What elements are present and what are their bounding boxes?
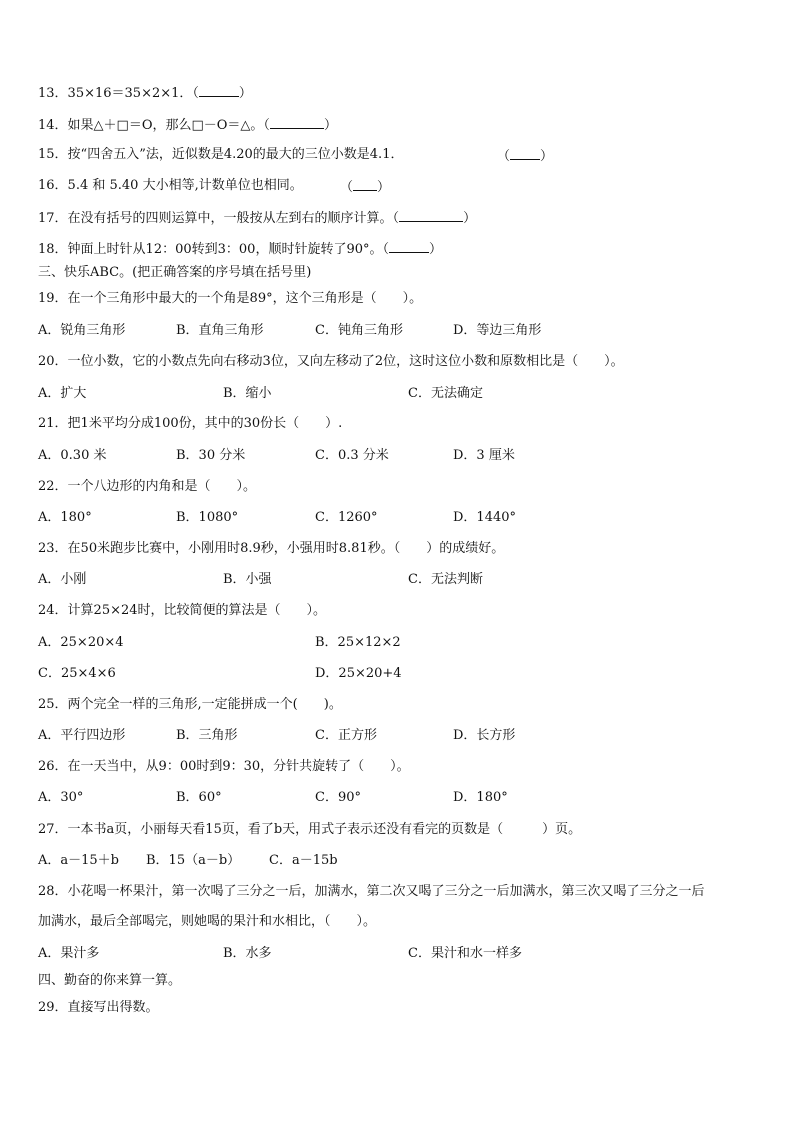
question-text: 35×16＝35×2×1．（	[67, 86, 199, 101]
answer-blank[interactable]	[389, 240, 429, 253]
question-number: 26．	[38, 759, 68, 774]
question-number: 16．	[38, 178, 68, 193]
question-stem: 两个完全一样的三角形,一定能拼成一个( )。	[67, 697, 342, 712]
question-number: 22．	[38, 479, 68, 494]
question-27	[38, 822, 581, 838]
question-number: 24．	[38, 603, 68, 618]
close-paren: ）	[429, 242, 443, 257]
option-b[interactable]: B．直角三角形	[176, 323, 264, 338]
question-16-answer	[340, 178, 390, 196]
question-15	[38, 147, 403, 163]
question-text: 在没有括号的四则运算中，一般按从左到右的顺序计算。（	[67, 211, 400, 226]
question-28	[38, 884, 705, 900]
question-number: 28．	[38, 884, 68, 899]
question-29	[38, 1000, 159, 1016]
question-13	[38, 84, 252, 102]
option-a[interactable]: A．0.30 米	[38, 448, 107, 463]
close-paren: ）	[377, 180, 391, 195]
option-c[interactable]: C．无法判断	[408, 572, 483, 587]
option-b[interactable]: B．缩小	[223, 386, 272, 401]
option-d[interactable]: D．180°	[453, 790, 508, 805]
question-stem: 在50米跑步比赛中，小刚用时8.9秒，小强用时8.81秒。（ ）的成绩好。	[67, 541, 505, 556]
option-c[interactable]: C．25×4×6	[38, 666, 116, 681]
question-number: 14．	[38, 118, 68, 133]
answer-blank[interactable]	[270, 116, 324, 129]
question-24	[38, 603, 326, 619]
question-number: 20．	[38, 354, 68, 369]
question-number: 29．	[38, 1000, 68, 1015]
question-text: 如果△＋□＝O，那么□－O＝△。（	[67, 118, 270, 133]
question-23	[38, 541, 504, 557]
question-number: 23．	[38, 541, 68, 556]
question-stem: 小花喝一杯果汁，第一次喝了三分之一后，加满水，第二次又喝了三分之一后加满水，第三次又喝了三分之一后	[67, 884, 705, 899]
question-text: 直接写出得数。	[67, 1000, 159, 1015]
option-b[interactable]: B．三角形	[176, 728, 238, 743]
option-a[interactable]: A．果汁多	[38, 946, 100, 961]
option-a[interactable]: A．a－15＋b	[38, 853, 120, 868]
question-25	[38, 697, 342, 713]
section-4-heading: 四、勤奋的你来算一算。	[38, 973, 182, 988]
option-d[interactable]: D．25×20+4	[315, 666, 402, 681]
question-22	[38, 479, 256, 495]
close-paren: ）	[323, 118, 337, 133]
question-26	[38, 759, 410, 775]
option-c[interactable]: C．无法确定	[408, 386, 483, 401]
question-20	[38, 354, 624, 370]
option-a[interactable]: A．锐角三角形	[38, 323, 126, 338]
option-c[interactable]: C．a－15b	[269, 853, 338, 868]
question-number: 18．	[38, 242, 68, 257]
question-number: 15．	[38, 147, 68, 162]
question-stem: 一本书a页，小丽每天看15页，看了b天，用式子表示还没有看完的页数是（ ）页。	[67, 822, 582, 837]
option-a[interactable]: A．180°	[38, 510, 92, 525]
question-14	[38, 116, 337, 134]
option-a[interactable]: A．扩大	[38, 386, 87, 401]
question-stem: 一位小数，它的小数点先向右移动3位，又向左移动了2位，这时这位小数和原数相比是（ ）。	[67, 354, 624, 369]
close-paren: ）	[540, 149, 554, 164]
question-stem: 把1米平均分成100份，其中的30份长（ ）.	[67, 416, 343, 431]
question-17	[38, 209, 476, 227]
question-text: 5.4 和 5.40 大小相等,计数单位也相同。	[67, 178, 303, 193]
option-c[interactable]: C．0.3 分米	[315, 448, 389, 463]
option-d[interactable]: D．长方形	[453, 728, 516, 743]
question-28-continued: 加满水，最后全部喝完，则她喝的果汁和水相比，（ ）。	[38, 914, 377, 929]
question-number: 27．	[38, 822, 68, 837]
answer-blank[interactable]	[199, 84, 239, 97]
question-stem: 在一天当中，从9：00时到9：30，分针共旋转了（ ）。	[67, 759, 410, 774]
question-stem: 一个八边形的内角和是（ ）。	[67, 479, 257, 494]
question-number: 25．	[38, 697, 68, 712]
question-21	[38, 416, 342, 432]
open-paren: （	[497, 149, 511, 164]
option-b[interactable]: B．1080°	[176, 510, 239, 525]
option-c[interactable]: C．正方形	[315, 728, 377, 743]
question-15-answer	[497, 147, 553, 165]
question-number: 19．	[38, 291, 68, 306]
option-a[interactable]: A．25×20×4	[38, 635, 124, 650]
option-b[interactable]: B．小强	[223, 572, 272, 587]
open-paren: （	[340, 180, 354, 195]
answer-blank[interactable]	[353, 178, 377, 191]
answer-blank[interactable]	[510, 147, 540, 160]
close-paren: ）	[238, 86, 252, 101]
option-c[interactable]: C．果汁和水一样多	[408, 946, 522, 961]
question-number: 17．	[38, 211, 68, 226]
option-c[interactable]: C．1260°	[315, 510, 378, 525]
option-b[interactable]: B．30 分米	[176, 448, 246, 463]
section-3-heading: 三、快乐ABC。(把正确答案的序号填在括号里)	[38, 265, 312, 280]
option-d[interactable]: D．等边三角形	[453, 323, 542, 338]
option-b[interactable]: B．水多	[223, 946, 272, 961]
question-text: 按“四舍五入”法，近似数是4.20的最大的三位小数是4.1．	[67, 147, 404, 162]
option-a[interactable]: A．30°	[38, 790, 84, 805]
question-number: 21．	[38, 416, 68, 431]
option-b[interactable]: B．60°	[176, 790, 222, 805]
question-16	[38, 178, 303, 194]
option-c[interactable]: C．90°	[315, 790, 361, 805]
close-paren: ）	[463, 211, 477, 226]
option-c[interactable]: C．钝角三角形	[315, 323, 403, 338]
option-d[interactable]: D．3 厘米	[453, 448, 515, 463]
option-a[interactable]: A．平行四边形	[38, 728, 126, 743]
option-d[interactable]: D．1440°	[453, 510, 517, 525]
question-stem: 计算25×24时，比较简便的算法是（ ）。	[67, 603, 327, 618]
question-19	[38, 291, 422, 307]
answer-blank[interactable]	[399, 209, 463, 222]
option-b[interactable]: B．15（a－b）	[146, 853, 241, 868]
question-stem: 在一个三角形中最大的一个角是89°，这个三角形是（ ）。	[67, 291, 423, 306]
question-text: 钟面上时针从12：00转到3：00，顺时针旋转了90°。（	[67, 242, 389, 257]
option-b[interactable]: B．25×12×2	[315, 635, 401, 650]
question-18	[38, 240, 442, 258]
question-number: 13．	[38, 86, 68, 101]
option-a[interactable]: A．小刚	[38, 572, 87, 587]
